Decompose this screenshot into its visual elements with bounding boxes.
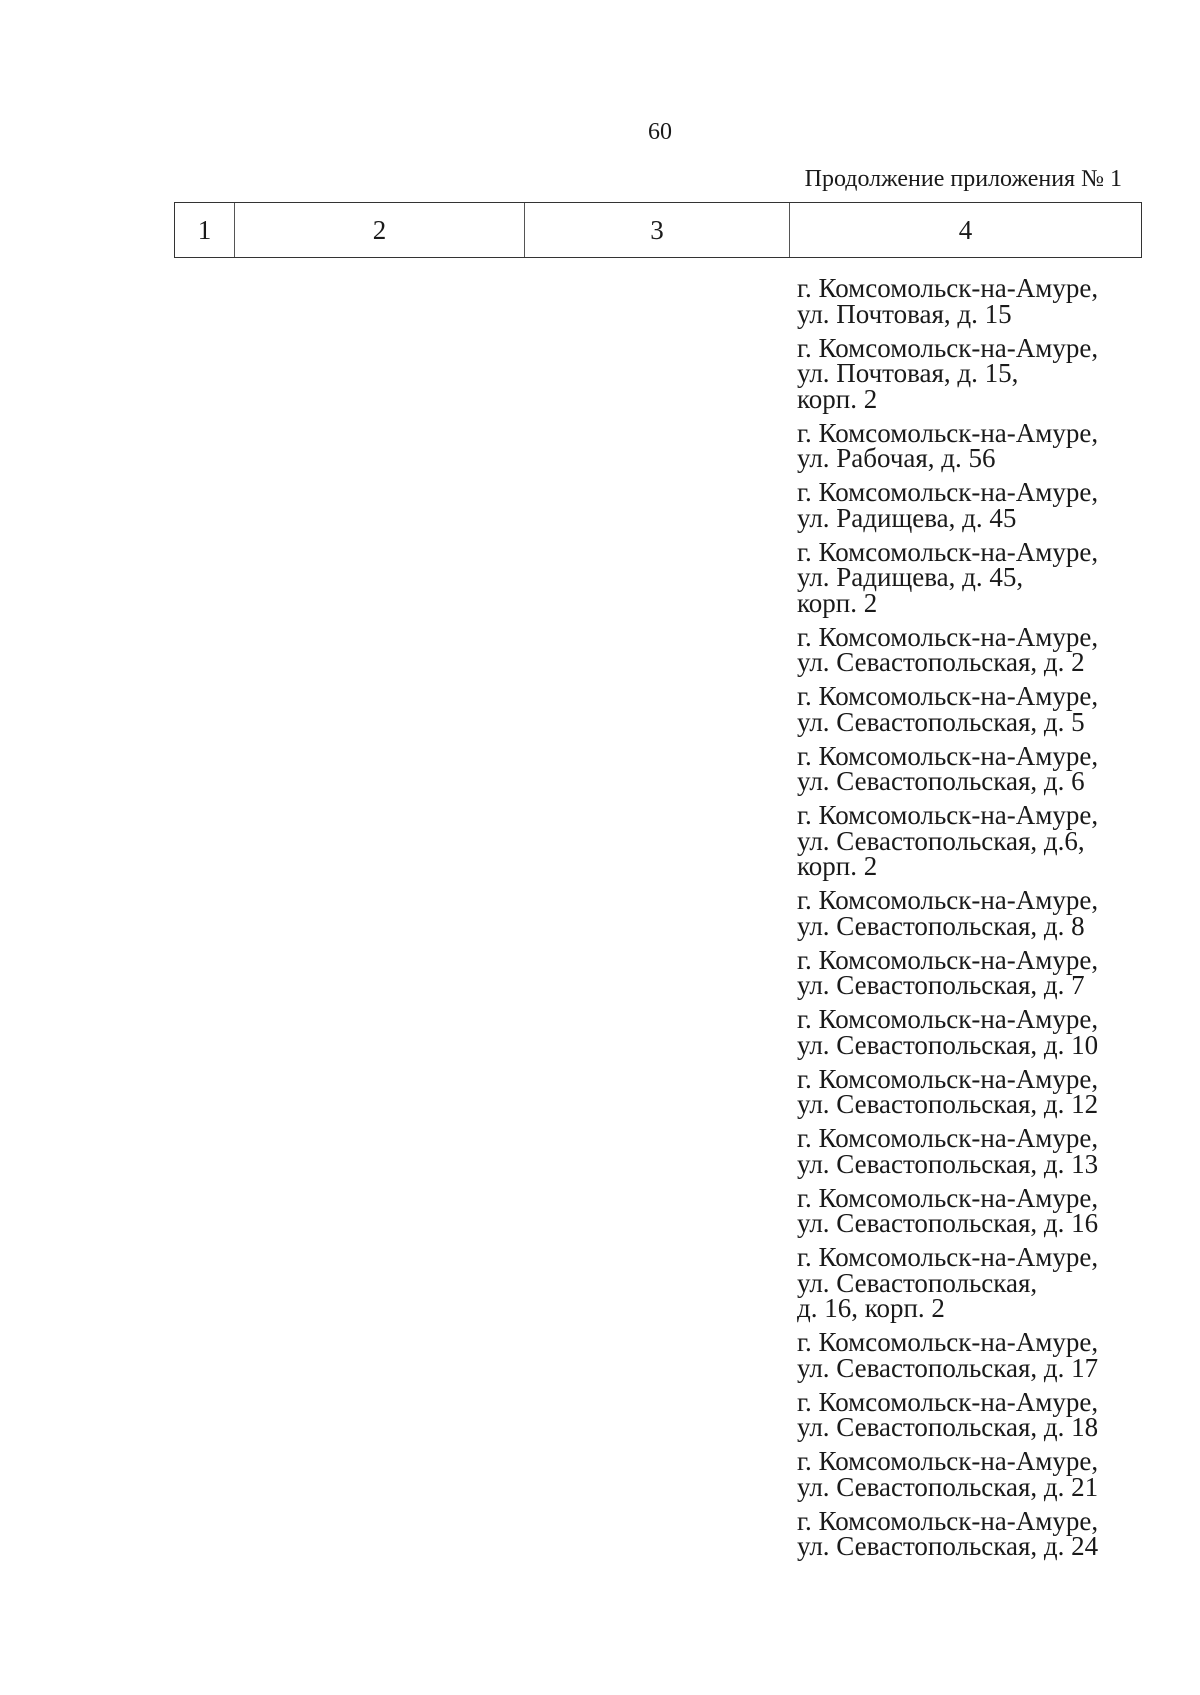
address-line: г. Комсомольск-на-Амуре, bbox=[797, 621, 1099, 652]
address-line: корп. 2 bbox=[797, 587, 878, 618]
address-entry bbox=[797, 1505, 1137, 1561]
address-line: ул. Севастопольская, д. 7 bbox=[797, 970, 1085, 1000]
address-entry bbox=[797, 417, 1137, 473]
address-line: ул. Севастопольская, д. 5 bbox=[797, 706, 1085, 737]
address-line: г. Комсомольск-на-Амуре, bbox=[797, 536, 1099, 567]
address-entry bbox=[797, 885, 1137, 941]
address-entry bbox=[797, 944, 1137, 1000]
address-line: ул. Радищева, д. 45 bbox=[797, 502, 1017, 533]
address-line: корп. 2 bbox=[797, 383, 878, 414]
address-list bbox=[797, 273, 1137, 1568]
address-entry bbox=[797, 1004, 1137, 1060]
address-line: ул. Почтовая, д. 15, bbox=[797, 358, 1019, 388]
address-line: ул. Севастопольская, д. 18 bbox=[797, 1412, 1099, 1442]
address-line: г. Комсомольск-на-Амуре, bbox=[797, 1123, 1099, 1153]
address-line: г. Комсомольск-на-Амуре, bbox=[797, 885, 1099, 915]
address-line: г. Комсомольск-на-Амуре, bbox=[797, 273, 1099, 303]
address-entry bbox=[797, 621, 1137, 677]
address-entry bbox=[797, 1446, 1137, 1502]
address-line: ул. Почтовая, д. 15 bbox=[797, 298, 1012, 329]
address-entry bbox=[797, 536, 1137, 618]
address-line: г. Комсомольск-на-Амуре, bbox=[797, 1505, 1099, 1536]
address-line: г. Комсомольск-на-Амуре, bbox=[797, 1327, 1099, 1357]
address-entry bbox=[797, 1242, 1137, 1323]
address-line: ул. Севастопольская, д.6, bbox=[797, 825, 1085, 856]
address-line: г. Комсомольск-на-Амуре, bbox=[797, 1446, 1099, 1476]
page-number: 60 bbox=[648, 119, 672, 145]
address-line: ул. Севастопольская, д. 17 bbox=[797, 1352, 1099, 1383]
address-line: г. Комсомольск-на-Амуре, bbox=[797, 1242, 1099, 1272]
address-line: ул. Севастопольская, д. 2 bbox=[797, 647, 1085, 677]
address-entry bbox=[797, 332, 1137, 414]
address-line: ул. Севастопольская, д. 16 bbox=[797, 1208, 1099, 1238]
address-entry bbox=[797, 1386, 1137, 1442]
address-line: ул. Севастопольская, д. 13 bbox=[797, 1148, 1099, 1179]
address-entry bbox=[797, 800, 1137, 881]
address-line: г. Комсомольск-на-Амуре, bbox=[797, 800, 1099, 830]
address-line: г. Комсомольск-на-Амуре, bbox=[797, 417, 1099, 448]
address-line: ул. Севастопольская, д. 21 bbox=[797, 1471, 1099, 1502]
address-entry bbox=[797, 740, 1137, 796]
address-entry bbox=[797, 273, 1137, 329]
address-line: г. Комсомольск-на-Амуре, bbox=[797, 944, 1099, 975]
address-line: г. Комсомольск-на-Амуре, bbox=[797, 1386, 1099, 1417]
address-line: г. Комсомольск-на-Амуре, bbox=[797, 477, 1099, 507]
address-line: г. Комсомольск-на-Амуре, bbox=[797, 681, 1099, 711]
address-entry bbox=[797, 1123, 1137, 1179]
address-line: ул. Севастопольская, д. 10 bbox=[797, 1029, 1099, 1060]
address-line: корп. 2 bbox=[797, 851, 878, 881]
address-line: г. Комсомольск-на-Амуре, bbox=[797, 1063, 1099, 1094]
table-header-col-3: 3 bbox=[525, 203, 790, 257]
address-line: ул. Севастопольская, bbox=[797, 1267, 1038, 1298]
address-line: ул. Рабочая, д. 56 bbox=[797, 443, 996, 473]
address-line: ул. Севастопольская, д. 8 bbox=[797, 910, 1085, 941]
address-line: г. Комсомольск-на-Амуре, bbox=[797, 1004, 1099, 1034]
address-line: г. Комсомольск-на-Амуре, bbox=[797, 740, 1099, 771]
address-line: ул. Севастопольская, д. 24 bbox=[797, 1531, 1099, 1561]
address-line: д. 16, корп. 2 bbox=[797, 1293, 945, 1323]
table-header-col-2: 2 bbox=[235, 203, 525, 257]
table-header-col-4: 4 bbox=[958, 214, 973, 245]
address-entry bbox=[797, 1327, 1137, 1383]
table-header-row bbox=[174, 202, 1142, 258]
address-line: ул. Севастопольская, д. 12 bbox=[797, 1089, 1099, 1119]
address-line: ул. Севастопольская, д. 6 bbox=[797, 766, 1085, 796]
address-line: ул. Радищева, д. 45, bbox=[797, 562, 1024, 592]
address-entry bbox=[797, 1182, 1137, 1238]
address-line: г. Комсомольск-на-Амуре, bbox=[797, 332, 1099, 363]
address-line: г. Комсомольск-на-Амуре, bbox=[797, 1182, 1099, 1213]
table-header-col-1: 1 bbox=[175, 203, 235, 257]
continuation-note: Продолжение приложения № 1 bbox=[804, 166, 1122, 192]
address-entry bbox=[797, 477, 1137, 533]
address-entry bbox=[797, 681, 1137, 737]
address-entry bbox=[797, 1063, 1137, 1119]
